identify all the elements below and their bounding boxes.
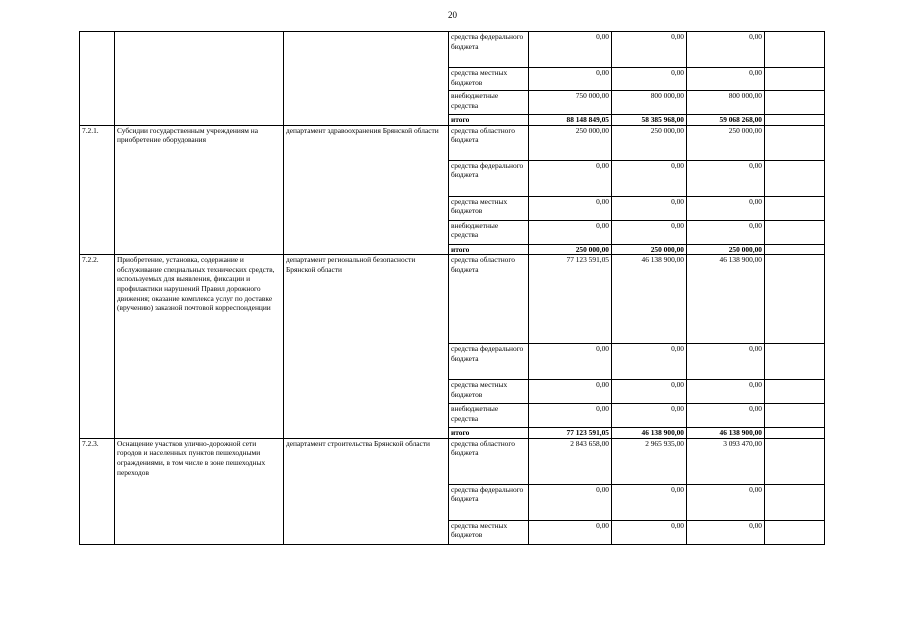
table-row — [80, 438, 825, 484]
amount-year-3: 0,00 — [687, 196, 765, 220]
empty-cell — [765, 196, 825, 220]
measure-name: Оснащение участков улично-дорожной сети городов и населенных пунктов пешеходными ограждениями, в том числе в зоне пешеходных переходов — [115, 438, 284, 544]
measure-name: Приобретение, установка, содержание и обслуживание специальных технических средств, используемых для выявления, фиксации и профилактики нарушений Правил дорожного движения; оказание комплекса услуг по доставке (вручению) заказной почтовой корреспонденции — [115, 255, 284, 439]
amount-year-2: 46 138 900,00 — [612, 428, 687, 439]
amount-year-3: 250 000,00 — [687, 125, 765, 160]
funding-source: средства областного бюджета — [449, 255, 529, 344]
funding-source: средства местных бюджетов — [449, 380, 529, 404]
responsible-department: департамент здравоохранения Брянской области — [284, 125, 449, 255]
amount-year-2: 250 000,00 — [612, 244, 687, 255]
funding-source: средства местных бюджетов — [449, 520, 529, 544]
amount-year-2: 0,00 — [612, 484, 687, 520]
empty-cell — [765, 220, 825, 244]
funding-source: внебюджетные средства — [449, 220, 529, 244]
funding-source: внебюджетные средства — [449, 404, 529, 428]
amount-year-2: 800 000,00 — [612, 91, 687, 115]
amount-year-2: 2 965 935,00 — [612, 438, 687, 484]
amount-year-1: 250 000,00 — [529, 244, 612, 255]
amount-year-1: 77 123 591,05 — [529, 428, 612, 439]
funding-source: средства областного бюджета — [449, 125, 529, 160]
amount-year-1: 0,00 — [529, 344, 612, 380]
empty-cell — [765, 68, 825, 91]
funding-source: итого — [449, 428, 529, 439]
amount-year-2: 0,00 — [612, 220, 687, 244]
table-row — [80, 255, 825, 344]
measure-number: 7.2.3. — [80, 438, 115, 544]
amount-year-3: 59 068 268,00 — [687, 115, 765, 126]
empty-cell — [765, 438, 825, 484]
amount-year-2: 58 385 968,00 — [612, 115, 687, 126]
measure-number: 7.2.1. — [80, 125, 115, 255]
amount-year-1: 0,00 — [529, 220, 612, 244]
funding-source: средства местных бюджетов — [449, 68, 529, 91]
amount-year-2: 0,00 — [612, 196, 687, 220]
amount-year-1: 77 123 591,05 — [529, 255, 612, 344]
amount-year-3: 3 093 470,00 — [687, 438, 765, 484]
amount-year-3: 0,00 — [687, 520, 765, 544]
amount-year-1: 250 000,00 — [529, 125, 612, 160]
amount-year-2: 46 138 900,00 — [612, 255, 687, 344]
responsible-department — [284, 32, 449, 126]
amount-year-3: 46 138 900,00 — [687, 255, 765, 344]
amount-year-2: 0,00 — [612, 160, 687, 196]
measure-name — [115, 32, 284, 126]
amount-year-2: 0,00 — [612, 380, 687, 404]
amount-year-3: 46 138 900,00 — [687, 428, 765, 439]
amount-year-3: 0,00 — [687, 32, 765, 68]
empty-cell — [765, 344, 825, 380]
empty-cell — [765, 380, 825, 404]
amount-year-1: 0,00 — [529, 68, 612, 91]
funding-source: средства местных бюджетов — [449, 196, 529, 220]
amount-year-3: 0,00 — [687, 344, 765, 380]
funding-source: средства федерального бюджета — [449, 484, 529, 520]
amount-year-1: 0,00 — [529, 160, 612, 196]
amount-year-3: 250 000,00 — [687, 244, 765, 255]
empty-cell — [765, 115, 825, 126]
amount-year-1: 0,00 — [529, 404, 612, 428]
amount-year-1: 0,00 — [529, 32, 612, 68]
amount-year-3: 0,00 — [687, 160, 765, 196]
amount-year-1: 88 148 849,05 — [529, 115, 612, 126]
empty-cell — [765, 255, 825, 344]
amount-year-1: 0,00 — [529, 380, 612, 404]
amount-year-3: 800 000,00 — [687, 91, 765, 115]
empty-cell — [765, 404, 825, 428]
amount-year-3: 0,00 — [687, 404, 765, 428]
measure-number — [80, 32, 115, 126]
amount-year-2: 250 000,00 — [612, 125, 687, 160]
amount-year-1: 0,00 — [529, 520, 612, 544]
amount-year-3: 0,00 — [687, 220, 765, 244]
empty-cell — [765, 520, 825, 544]
amount-year-2: 0,00 — [612, 344, 687, 380]
amount-year-3: 0,00 — [687, 68, 765, 91]
funding-source: средства федерального бюджета — [449, 344, 529, 380]
empty-cell — [765, 125, 825, 160]
empty-cell — [765, 32, 825, 68]
empty-cell — [765, 484, 825, 520]
amount-year-1: 0,00 — [529, 196, 612, 220]
funding-source: итого — [449, 244, 529, 255]
amount-year-2: 0,00 — [612, 520, 687, 544]
amount-year-2: 0,00 — [612, 68, 687, 91]
amount-year-1: 750 000,00 — [529, 91, 612, 115]
responsible-department: департамент региональной безопасности Брянской области — [284, 255, 449, 439]
amount-year-1: 0,00 — [529, 484, 612, 520]
amount-year-2: 0,00 — [612, 404, 687, 428]
responsible-department: департамент строительства Брянской области — [284, 438, 449, 544]
empty-cell — [765, 91, 825, 115]
amount-year-3: 0,00 — [687, 484, 765, 520]
budget-table — [79, 31, 825, 545]
funding-source: итого — [449, 115, 529, 126]
empty-cell — [765, 244, 825, 255]
funding-source: средства федерального бюджета — [449, 32, 529, 68]
funding-source: внебюджетные средства — [449, 91, 529, 115]
funding-source: средства федерального бюджета — [449, 160, 529, 196]
table-row — [80, 125, 825, 160]
funding-source: средства областного бюджета — [449, 438, 529, 484]
table-row — [80, 32, 825, 68]
measure-name: Субсидии государственным учреждениям на приобретение оборудования — [115, 125, 284, 255]
amount-year-1: 2 843 658,00 — [529, 438, 612, 484]
amount-year-3: 0,00 — [687, 380, 765, 404]
measure-number: 7.2.2. — [80, 255, 115, 439]
empty-cell — [765, 160, 825, 196]
page-number: 20 — [448, 10, 457, 20]
empty-cell — [765, 428, 825, 439]
amount-year-2: 0,00 — [612, 32, 687, 68]
